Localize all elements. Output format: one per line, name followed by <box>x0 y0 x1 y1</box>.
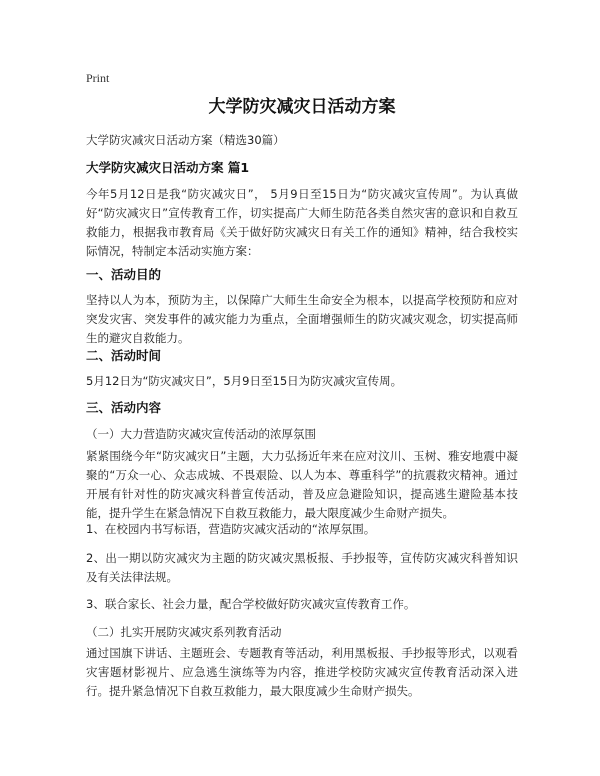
page-title: 大学防灾减灾日活动方案 <box>208 97 396 117</box>
heading-time: 二、活动时间 <box>86 348 162 363</box>
education-paragraph: 通过国旗下讲话、主题班会、专题教育等活动，利用黑板报、手抄报等形式，以观看灾害题材影视片、应急逃生演练等为内容，推进学校防灾减灾宣传教育活动深入进行。提升紧急情况下自救互救能力，最大限度减少生命财产损失。 <box>86 646 518 698</box>
purpose-paragraph: 坚持以人为本，预防为主，以保障广大师生生命安全为根本，以提高学校预防和应对突发灾害、突发事件的减灾能力为重点，全面增强师生的防灾减灾观念，切实提高师生的避灾自救能力。 <box>86 293 518 345</box>
heading-purpose: 一、活动目的 <box>86 267 162 282</box>
list-item-3: 3、联合家长、社会力量，配合学校做好防灾减灾宣传教育工作。 <box>86 597 416 611</box>
atmosphere-paragraph: 紧紧围绕今年“防灾减灾日”主题，大力弘扬近年来在应对汶川、玉树、雅安地震中凝聚的“万众一心、众志成城、不畏艰险、以人为本、尊重科学”的抗震救灾精神。通过开展有针对性的防灾减灾科普宣传活动，普及应急避险知识，提高逃生避险基本技能，提升学生在紧急情况下自救互救能力，最大限度减少生命财产损失。 <box>86 449 518 520</box>
subheading-atmosphere: （一）大力营造防灾减灾宣传活动的浓厚氛围 <box>86 427 316 441</box>
subheading-education: （二）扎实开展防灾减灾系列教育活动 <box>86 625 282 639</box>
doc-subtitle: 大学防灾减灾日活动方案（精选30篇） <box>86 133 285 147</box>
heading-content: 三、活动内容 <box>86 400 162 415</box>
section-title: 大学防灾减灾日活动方案 篇1 <box>86 160 250 175</box>
time-paragraph: 5月12日为“防灾减灾日”，5月9日至15日为防灾减灾宣传周。 <box>86 374 403 388</box>
intro-paragraph: 今年5月12日是我“防灾减灾日”， 5月9日至15日为“防灾减灾宣传周”。为认真做好“防灾减灾日”宣传教育工作，切实提高广大师生防范各类自然灾害的意识和自救互救能力，根据我市教育局《关于做好防灾减灾日有关工作的通知》精神，结合我校实际情况，特制定本活动实施方案： <box>86 187 518 258</box>
list-item-2: 2、出一期以防灾减灾为主题的防灾减灾黑板报、手抄报等，宣传防灾减灾科普知识及有关法律法规。 <box>86 551 518 584</box>
list-item-1: 1、在校园内书写标语，营造防灾减灾活动的“浓厚氛围。 <box>86 522 376 536</box>
print-link[interactable]: Print <box>86 71 110 85</box>
